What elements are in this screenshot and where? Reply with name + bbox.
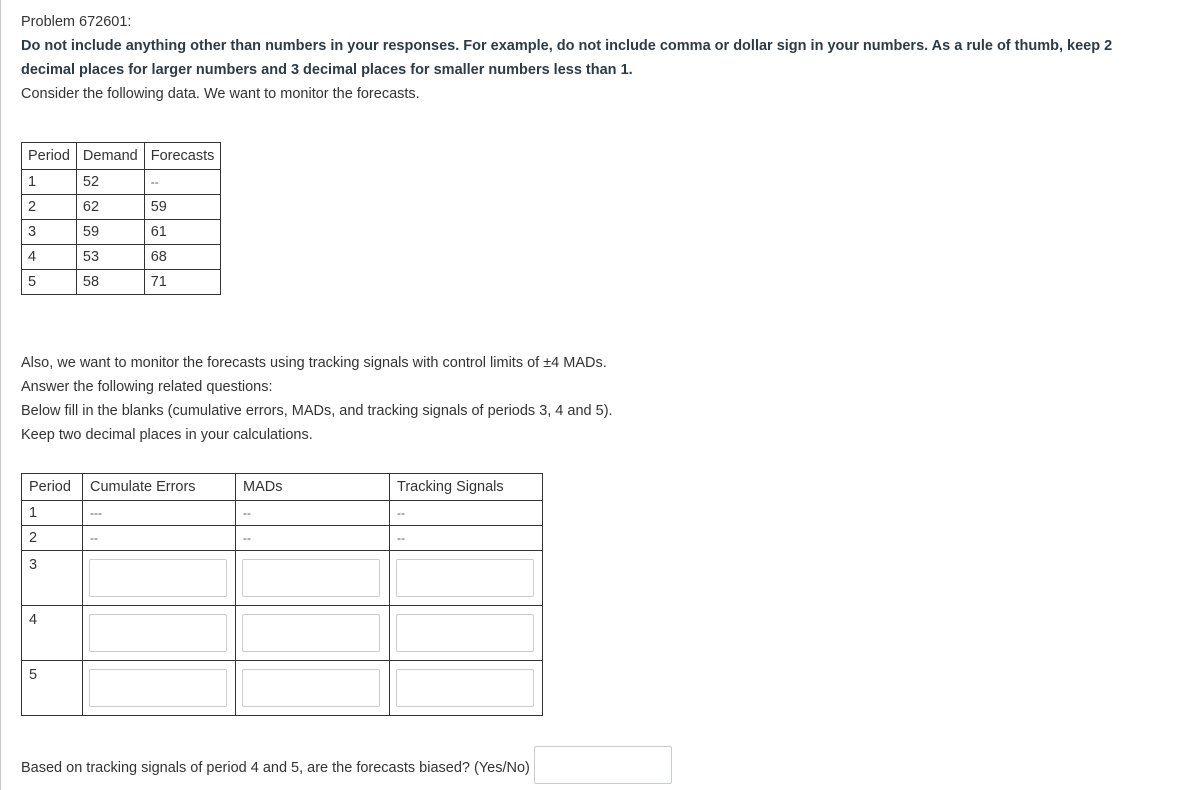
forecast-cell: 59 (144, 195, 221, 220)
tracking-text-1: Also, we want to monitor the forecasts using tracking signals with control limits of ±4 MADs. (21, 355, 607, 371)
tracking-text-2: Answer the following related questions: (21, 379, 273, 395)
table-header-row (22, 474, 543, 501)
table-row (22, 526, 543, 551)
period-cell: 2 (22, 195, 77, 220)
demand-forecast-table (21, 142, 221, 295)
left-border (0, 0, 1, 790)
table-row (22, 220, 221, 245)
mad-input-cell (236, 661, 390, 716)
table-row (22, 551, 543, 606)
tracking-signal-cell: -- (390, 526, 543, 551)
table-row (22, 195, 221, 220)
forecast-cell: 61 (144, 220, 221, 245)
table-row (22, 606, 543, 661)
table-row (22, 501, 543, 526)
column-header-period: Period (22, 143, 77, 170)
table-row (22, 245, 221, 270)
period-cell: 5 (22, 270, 77, 295)
table-header-row (22, 143, 221, 170)
column-header-period: Period (22, 474, 83, 501)
period-cell: 3 (22, 220, 77, 245)
column-header-cumulative-errors: Cumulate Errors (83, 474, 236, 501)
mad-input-cell (236, 551, 390, 606)
cumulative-error-input-cell (83, 661, 236, 716)
problem-intro: Consider the following data. We want to monitor the forecasts. (21, 86, 420, 102)
forecast-cell: -- (144, 170, 221, 195)
tracking-text-4: Keep two decimal places in your calculations. (21, 427, 313, 443)
period-cell: 1 (22, 170, 77, 195)
table-row (22, 170, 221, 195)
period-3-cumulative-error-input[interactable] (89, 559, 227, 597)
period-5-cumulative-error-input[interactable] (89, 669, 227, 707)
cumulative-error-cell: --- (83, 501, 236, 526)
bias-question-label: Based on tracking signals of period 4 and 5, are the forecasts biased? (Yes/No) (21, 760, 530, 776)
period-4-mad-input[interactable] (242, 614, 380, 652)
demand-cell: 59 (76, 220, 144, 245)
period-3-mad-input[interactable] (242, 559, 380, 597)
tracking-signal-input-cell (390, 606, 543, 661)
bias-question (21, 746, 672, 784)
demand-cell: 62 (76, 195, 144, 220)
column-header-demand: Demand (76, 143, 144, 170)
period-3-tracking-signal-input[interactable] (396, 559, 534, 597)
forecast-cell: 71 (144, 270, 221, 295)
tracking-signal-table (21, 473, 543, 716)
period-5-mad-input[interactable] (242, 669, 380, 707)
column-header-tracking-signals: Tracking Signals (390, 474, 543, 501)
demand-cell: 52 (76, 170, 144, 195)
mad-cell: -- (236, 501, 390, 526)
period-cell: 4 (22, 606, 83, 661)
cumulative-error-input-cell (83, 551, 236, 606)
mad-cell: -- (236, 526, 390, 551)
period-cell: 1 (22, 501, 83, 526)
period-cell: 2 (22, 526, 83, 551)
period-4-tracking-signal-input[interactable] (396, 614, 534, 652)
table-row (22, 270, 221, 295)
bias-answer-input[interactable] (534, 746, 672, 784)
cumulative-error-cell: -- (83, 526, 236, 551)
tracking-signal-input-cell (390, 661, 543, 716)
problem-content (21, 10, 1181, 716)
tracking-signal-input-cell (390, 551, 543, 606)
mad-input-cell (236, 606, 390, 661)
period-cell: 5 (22, 661, 83, 716)
cumulative-error-input-cell (83, 606, 236, 661)
period-cell: 4 (22, 245, 77, 270)
tracking-text-3: Below fill in the blanks (cumulative errors, MADs, and tracking signals of periods 3, 4 and 5). (21, 403, 613, 419)
tracking-signal-cell: -- (390, 501, 543, 526)
period-4-cumulative-error-input[interactable] (89, 614, 227, 652)
period-5-tracking-signal-input[interactable] (396, 669, 534, 707)
demand-cell: 58 (76, 270, 144, 295)
demand-cell: 53 (76, 245, 144, 270)
period-cell: 3 (22, 551, 83, 606)
forecast-cell: 68 (144, 245, 221, 270)
problem-title: Problem 672601: (21, 14, 132, 30)
column-header-mads: MADs (236, 474, 390, 501)
table-row (22, 661, 543, 716)
column-header-forecasts: Forecasts (144, 143, 221, 170)
problem-instructions: Do not include anything other than numbers in your responses. For example, do not include comma or dollar sign in your numbers. As a rule of thumb, keep 2 decimal places for larger numbers and 3 decimal places for smaller numbers less than 1. (21, 38, 1113, 78)
